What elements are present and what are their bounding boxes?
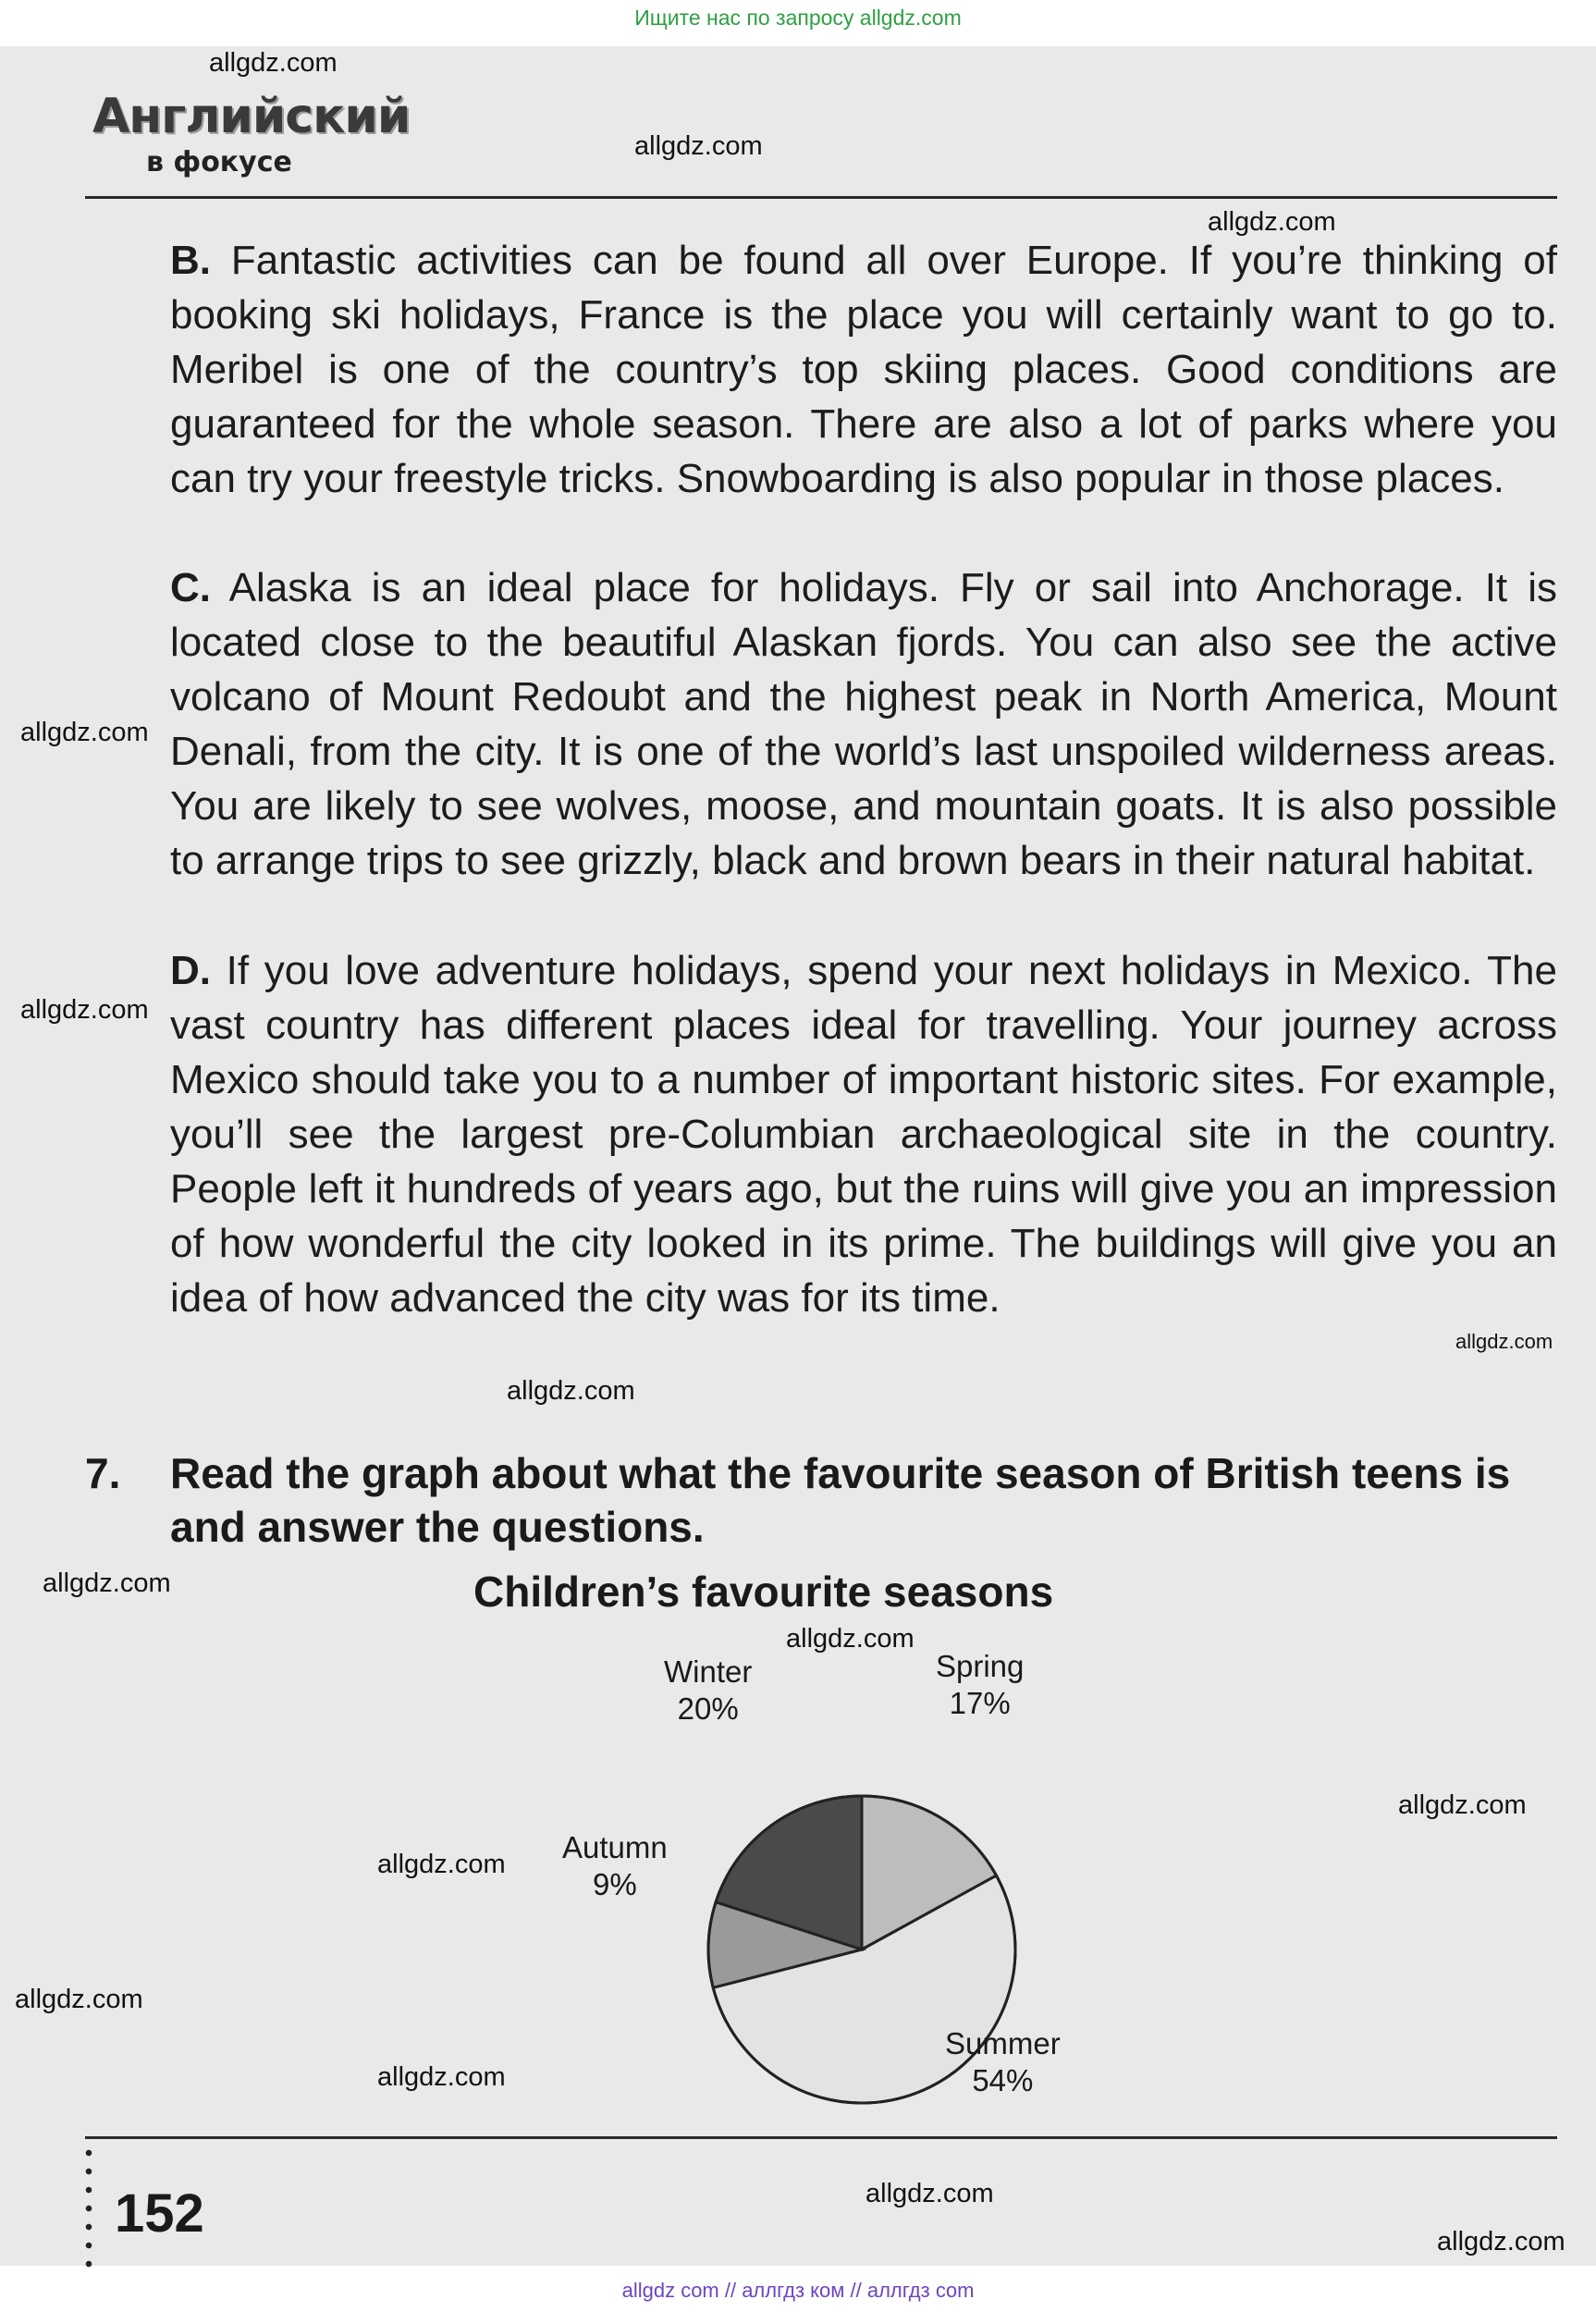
pie-label-value: 20% [677,1691,739,1726]
watermark[interactable]: allgdz.com [15,1985,143,2014]
pie-label-winter [664,1654,752,1728]
watermark[interactable]: allgdz.com [20,995,149,1025]
paragraph-c [170,560,1557,888]
watermark[interactable]: allgdz.com [1208,207,1336,237]
book-logo [92,89,411,191]
paragraph-letter: D. [170,948,211,993]
watermark[interactable]: allgdz.com [209,48,338,78]
watermark[interactable]: allgdz.com [377,1850,506,1879]
watermark[interactable]: allgdz.com [43,1568,171,1598]
watermark[interactable]: allgdz.com [20,718,149,747]
pie-label-value: 54% [972,2063,1034,2097]
paragraph-letter: B. [170,238,211,283]
footer-dots [83,2144,94,2273]
watermark[interactable]: allgdz.com [1455,1330,1553,1353]
watermark[interactable]: allgdz.com [866,2179,994,2208]
paragraph-text: Alaska is an ideal place for holidays. Fly or sail into Anchorage. It is located close to the beautiful Alaskan fjords. You can also see the active volcano of Mount Redoubt and the highest peak in North America, Mount Denali, from the city. It is one of the world’s last unspoiled wilderness areas. You are likely to see wolves, moose, and mountain goats. It is also possible to arrange trips to see grizzly, black and brown bears in their natural habitat. [170,565,1557,883]
task-number: 7. [85,1449,121,1497]
paragraph-b [170,233,1557,506]
paragraph-text: If you love adventure holidays, spend your next holidays in Mexico. The vast country has different places ideal for travelling. Your journey across Mexico should take you to a number of important historic sites. For example, you’ll see the largest pre-Columbian archaeological site in the country. People left it hundreds of years ago, but the ruins will give you an impression of how wonderful the city looked in its prime. The buildings will give you an idea of how advanced the city was for its time. [170,948,1557,1321]
logo-subtitle: в фокусе [146,146,292,178]
paragraph-text: Fantastic activities can be found all over Europe. If you’re thinking of booking ski holidays, France is the place you will certainly want to go to. Meribel is one of the country’s top skiing places. Good conditions are guaranteed for the whole season. There are also a lot of parks where you can try your freestyle tricks. Snowboarding is also popular in those places. [170,238,1557,501]
pie-label-autumn [562,1829,668,1903]
header-rule [85,196,1557,199]
watermark[interactable]: allgdz.com [507,1376,635,1406]
pie-label-name: Winter [664,1654,753,1689]
pie-label-name: Spring [936,1649,1025,1683]
pie-label-spring [936,1648,1024,1722]
watermark[interactable]: allgdz.com [377,2062,506,2092]
pie-label-value: 17% [949,1686,1011,1720]
logo-title: Английский [92,89,411,144]
task-instruction: Read the graph about what the favourite season of British teens is and answer the questions. [170,1449,1511,1551]
paragraph-d [170,943,1557,1325]
pie-label-name: Autumn [562,1830,668,1864]
pie-label-name: Summer [945,2026,1061,2060]
watermark[interactable]: allgdz.com [634,131,763,161]
watermark[interactable]: allgdz.com [1398,1790,1527,1820]
chart-title: Children’s favourite seasons [473,1568,1054,1616]
top-banner-link[interactable]: Ищите нас по запросу allgdz.com [634,6,962,30]
footer-rule [85,2136,1557,2139]
watermark[interactable]: allgdz.com [786,1624,915,1654]
bottom-banner-links[interactable]: allgdz com // аллгдз ком // аллгдз com [621,2279,975,2302]
page-number: 152 [115,2183,204,2244]
pie-label-value: 9% [593,1867,637,1901]
watermark[interactable]: allgdz.com [1437,2227,1565,2257]
paragraph-letter: C. [170,565,211,610]
pie-label-summer [945,2025,1061,2099]
